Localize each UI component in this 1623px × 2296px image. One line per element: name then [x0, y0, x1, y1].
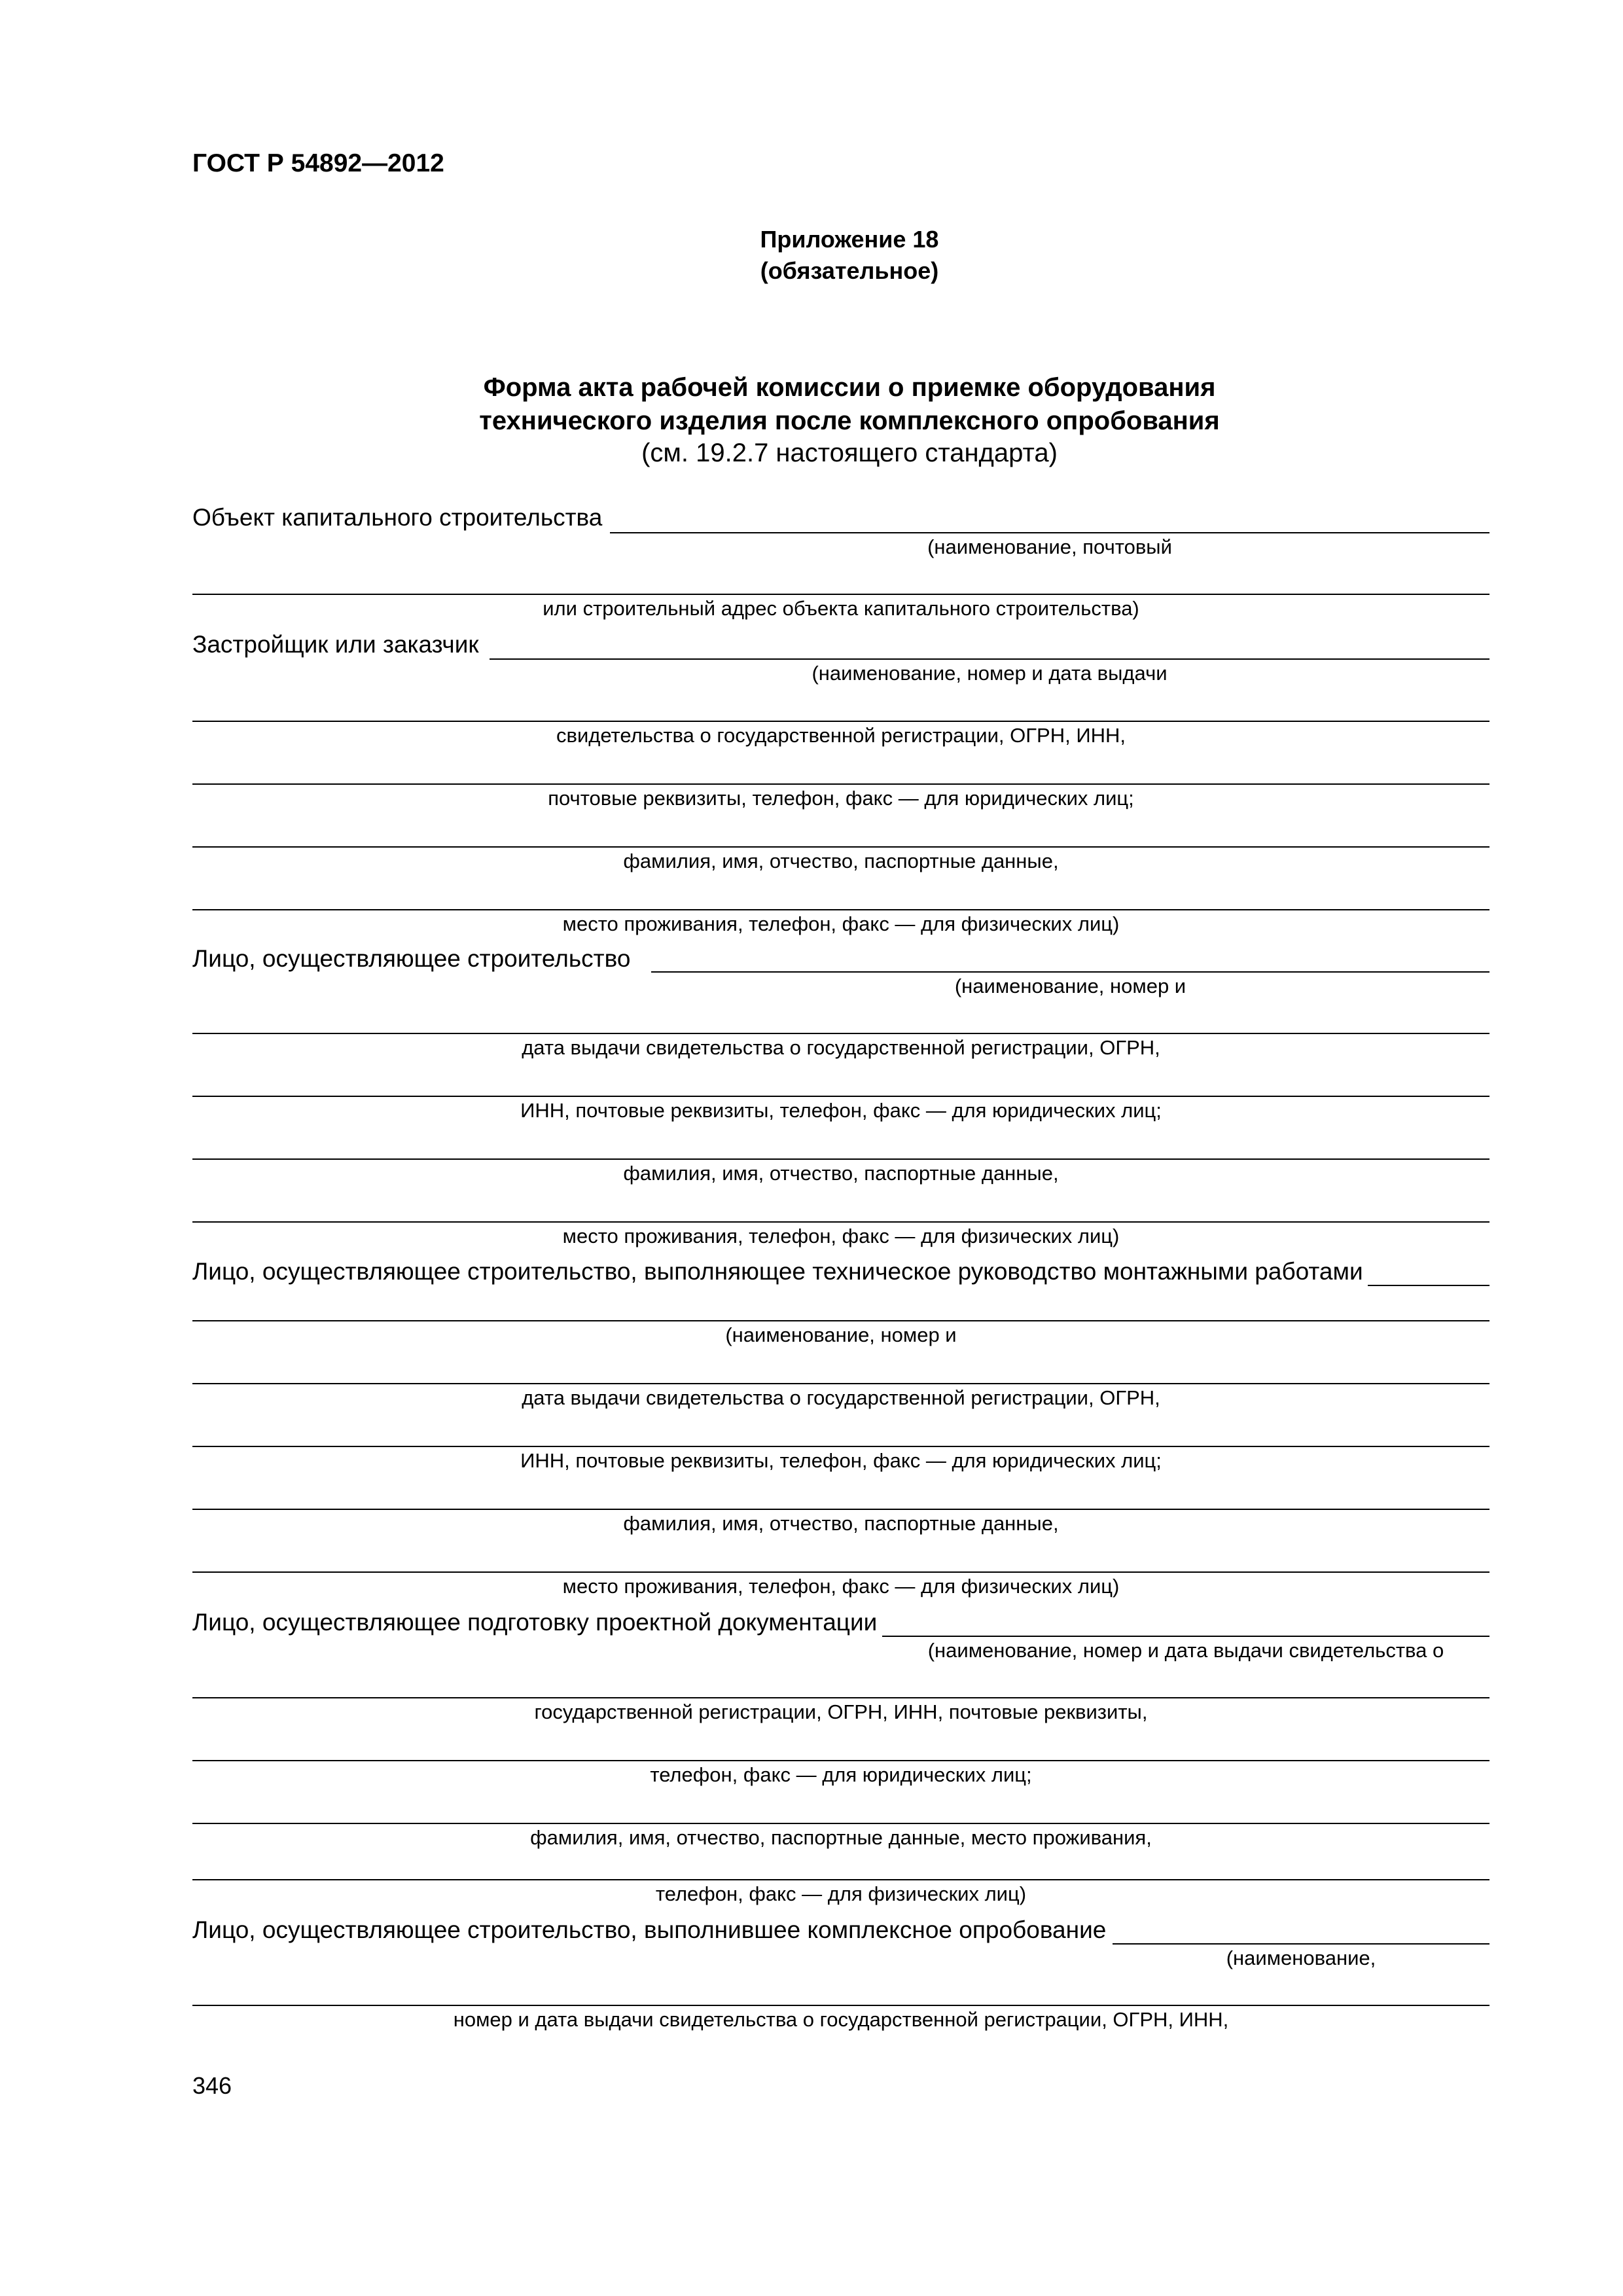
builder-caption-5: место проживания, телефон, факс — для физических лиц): [562, 1225, 1120, 1247]
tech-supervisor-input-line-2[interactable]: [192, 1320, 1489, 1321]
designer-input-line-2[interactable]: [192, 1697, 1489, 1698]
form-title-line-1: Форма акта рабочей комиссии о приемке оборудования: [483, 373, 1216, 402]
tech-supervisor-caption-2: дата выдачи свидетельства о государственной регистрации, ОГРН,: [522, 1386, 1160, 1409]
developer-label: Застройщик или заказчик: [192, 631, 479, 658]
tech-supervisor-caption-5: место проживания, телефон, факс — для физических лиц): [562, 1575, 1120, 1598]
builder-label: Лицо, осуществляющее строительство: [192, 945, 631, 972]
builder-input-line-5[interactable]: [192, 1221, 1489, 1223]
commissioning-label: Лицо, осуществляющее строительство, выполнившее комплексное опробование: [192, 1916, 1107, 1943]
tech-supervisor-caption-4: фамилия, имя, отчество, паспортные данные,: [623, 1512, 1059, 1535]
developer-caption-3: почтовые реквизиты, телефон, факс — для юридических лиц;: [548, 787, 1134, 810]
tech-supervisor-input-line-6[interactable]: [192, 1571, 1489, 1573]
developer-input-line-4[interactable]: [192, 846, 1489, 848]
developer-caption-2: свидетельства о государственной регистрации, ОГРН, ИНН,: [556, 724, 1126, 747]
tech-supervisor-label: Лицо, осуществляющее строительство, выполняющее техническое руководство монтажными работами: [192, 1258, 1363, 1285]
commissioning-caption-2: номер и дата выдачи свидетельства о государственной регистрации, ОГРН, ИНН,: [453, 2008, 1229, 2031]
commissioning-input-line-2[interactable]: [192, 2005, 1489, 2006]
appendix-number: Приложение 18: [760, 226, 939, 253]
developer-caption-1: (наименование, номер и дата выдачи: [812, 662, 1168, 685]
commissioning-caption-1: (наименование,: [1226, 1946, 1376, 1969]
object-caption-2: или строительный адрес объекта капитального строительства): [543, 597, 1139, 620]
document-code: ГОСТ Р 54892—2012: [192, 149, 444, 177]
developer-input-line[interactable]: [490, 658, 1489, 660]
builder-caption-1: (наименование, номер и: [954, 975, 1186, 997]
page-number: 346: [192, 2072, 232, 2099]
designer-input-line-4[interactable]: [192, 1823, 1489, 1824]
developer-input-line-2[interactable]: [192, 721, 1489, 722]
object-caption-1: (наименование, почтовый: [927, 535, 1172, 558]
tech-supervisor-caption-1: (наименование, номер и: [725, 1323, 957, 1346]
tech-supervisor-input-line[interactable]: [1368, 1285, 1489, 1286]
designer-caption-4: фамилия, имя, отчество, паспортные данные, место проживания,: [530, 1826, 1152, 1849]
object-input-line[interactable]: [610, 532, 1489, 533]
form-title-line-2: технического изделия после комплексного опробования: [479, 406, 1220, 435]
designer-caption-3: телефон, факс — для юридических лиц;: [650, 1763, 1032, 1786]
designer-input-line-3[interactable]: [192, 1760, 1489, 1761]
designer-input-line[interactable]: [882, 1636, 1489, 1637]
object-input-line-2[interactable]: [192, 594, 1489, 595]
builder-input-line-4[interactable]: [192, 1158, 1489, 1160]
designer-label: Лицо, осуществляющее подготовку проектной документации: [192, 1609, 878, 1636]
commissioning-input-line[interactable]: [1113, 1943, 1489, 1945]
builder-input-line[interactable]: [651, 971, 1489, 973]
tech-supervisor-input-line-5[interactable]: [192, 1509, 1489, 1510]
developer-input-line-3[interactable]: [192, 783, 1489, 785]
builder-caption-3: ИНН, почтовые реквизиты, телефон, факс — для юридических лиц;: [520, 1099, 1162, 1122]
builder-caption-4: фамилия, имя, отчество, паспортные данные,: [623, 1162, 1059, 1185]
designer-input-line-5[interactable]: [192, 1879, 1489, 1880]
developer-caption-4: фамилия, имя, отчество, паспортные данные,: [623, 850, 1059, 872]
designer-caption-5: телефон, факс — для физических лиц): [655, 1882, 1027, 1905]
appendix-type: (обязательное): [760, 257, 939, 284]
developer-caption-5: место проживания, телефон, факс — для физических лиц): [562, 912, 1120, 935]
designer-caption-2: государственной регистрации, ОГРН, ИНН, почтовые реквизиты,: [534, 1700, 1148, 1723]
tech-supervisor-input-line-4[interactable]: [192, 1446, 1489, 1447]
tech-supervisor-input-line-3[interactable]: [192, 1383, 1489, 1384]
object-label: Объект капитального строительства: [192, 504, 603, 531]
builder-caption-2: дата выдачи свидетельства о государственной регистрации, ОГРН,: [522, 1036, 1160, 1059]
tech-supervisor-caption-3: ИНН, почтовые реквизиты, телефон, факс — для юридических лиц;: [520, 1449, 1162, 1472]
builder-input-line-3[interactable]: [192, 1096, 1489, 1097]
designer-caption-1: (наименование, номер и дата выдачи свидетельства о: [927, 1639, 1444, 1662]
developer-input-line-5[interactable]: [192, 909, 1489, 910]
form-title-reference: (см. 19.2.7 настоящего стандарта): [641, 439, 1058, 467]
builder-input-line-2[interactable]: [192, 1033, 1489, 1034]
